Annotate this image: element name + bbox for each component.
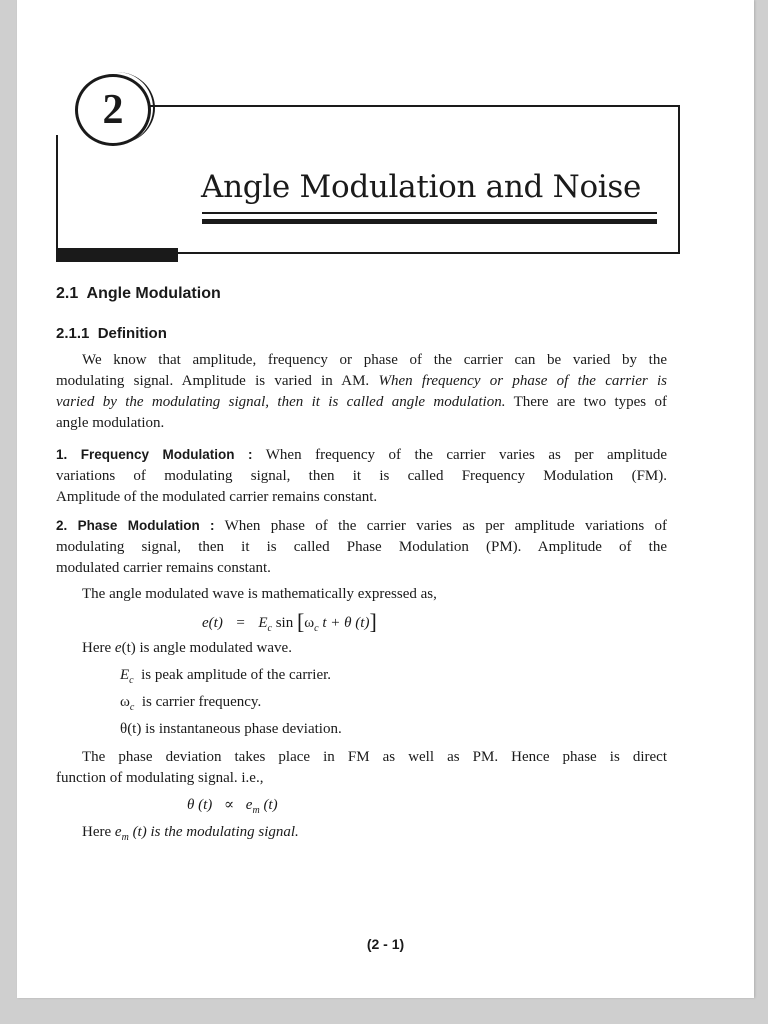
equation-subscript: m [252, 805, 260, 816]
where-text: Here [82, 640, 115, 656]
fm-line-1 [56, 444, 667, 466]
phase-paragraph [56, 747, 667, 789]
definition-text: modulating signal. Amplitude is varied in AM. [56, 373, 379, 389]
equation-lhs: e(t) [202, 615, 223, 631]
equation-bracket-close: ] [369, 609, 377, 634]
equation-phase-proportional [187, 795, 278, 821]
chapter-number-badge: 2 [75, 74, 151, 146]
fm-paragraph [56, 444, 667, 508]
phase-line-2: function of modulating signal. i.e., [56, 770, 264, 786]
phase-line-1: The phase deviation takes place in FM as well as PM. Hence phase is direct [82, 749, 667, 765]
equation-rhs: e [245, 797, 253, 813]
definition-line-3 [56, 392, 667, 413]
definition-emphasis: varied by the modulating signal, then it is called angle modulation. [56, 394, 506, 410]
equation-proportional-symbol: ∝ [223, 797, 235, 813]
definition-line-4: angle modulation. [56, 415, 165, 431]
note-text: (t) is the modulating signal. [128, 824, 299, 840]
equation-lhs: θ (t) [187, 797, 213, 813]
title-rule-thick [202, 219, 657, 224]
expression-intro: The angle modulated wave is mathematically expressed as, [82, 586, 437, 602]
definition-line-1: We know that amplitude, frequency or phase of the carrier can be varied by the [82, 352, 667, 368]
definition-paragraph [56, 350, 667, 434]
pm-line-3: modulated carrier remains constant. [56, 560, 271, 576]
equation-equals: = [236, 615, 245, 631]
equation-rhs-arg: (t) [259, 797, 278, 813]
fm-text: When frequency of the carrier varies as per amplitude [252, 447, 667, 463]
definition-text: There are two types of [505, 394, 667, 410]
page [17, 0, 754, 998]
subsection-heading: 2.1.1 Definition [56, 325, 167, 342]
where-line-2 [120, 665, 331, 691]
where-line-4 [120, 719, 342, 740]
note-text: Here [82, 824, 115, 840]
equation-phase-term: t + θ (t) [318, 615, 370, 631]
equation-sin: sin [271, 615, 297, 631]
equation-subscript: c [267, 623, 272, 634]
where-text: (t) is instantaneous phase deviation. [127, 721, 342, 737]
page-number: (2 - 1) [366, 936, 405, 952]
pm-paragraph [56, 515, 667, 579]
note-symbol: e [114, 824, 122, 840]
chapter-title: Angle Modulation and Noise [201, 169, 642, 205]
pm-line-2: modulating signal, then it is called Phase Modulation (PM). Amplitude of the [56, 539, 667, 555]
note-subscript: m [121, 832, 129, 843]
pm-text: When phase of the carrier varies as per amplitude variations of [214, 518, 667, 534]
where-symbol: ω [120, 694, 130, 710]
fm-label: 1. Frequency Modulation : [56, 447, 253, 462]
fm-line-3: Amplitude of the modulated carrier remains constant. [56, 489, 378, 505]
where-text: is carrier frequency. [134, 694, 262, 710]
title-rule-thin [202, 212, 657, 214]
where-line-1 [82, 638, 292, 659]
equation-bracket-open: [ [296, 609, 305, 634]
section-heading: 2.1 Angle Modulation [56, 285, 221, 302]
where-text: is peak amplitude of the carrier. [133, 667, 332, 683]
equation-angle-modulated-wave [202, 611, 377, 639]
where-subscript: c [129, 702, 135, 713]
fm-line-2: variations of modulating signal, then it is called Frequency Modulation (FM). [56, 468, 667, 484]
where-text: (t) is angle modulated wave. [121, 640, 292, 656]
where-symbol: e [114, 640, 122, 656]
where-symbol: E [120, 667, 130, 683]
pm-label: 2. Phase Modulation : [56, 518, 215, 533]
where-subscript: c [129, 675, 134, 686]
definition-emphasis: When frequency or phase of the carrier is [378, 373, 668, 389]
header-accent-bar [56, 248, 178, 262]
definition-line-2 [56, 371, 667, 392]
pm-line-1 [56, 515, 667, 537]
where-symbol: θ [120, 721, 128, 737]
modulating-signal-note [82, 822, 299, 848]
equation-subscript: c [314, 623, 319, 634]
where-line-3 [120, 692, 261, 718]
equation-amplitude: E [258, 615, 268, 631]
equation-omega: ω [304, 615, 315, 631]
